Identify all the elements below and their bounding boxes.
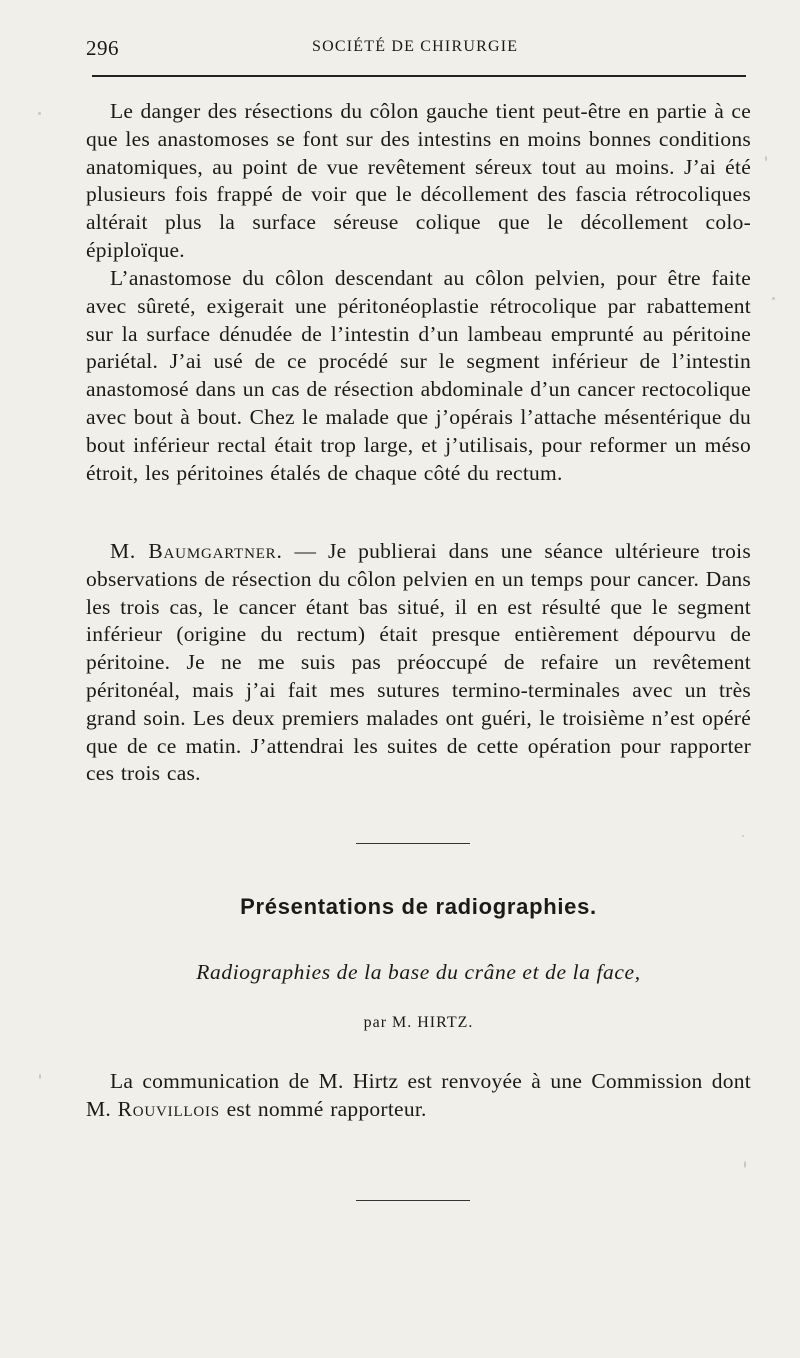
paper-speck xyxy=(38,112,41,115)
running-title: SOCIÉTÉ DE CHIRURGIE xyxy=(312,38,519,55)
paper-speck xyxy=(742,835,744,837)
paragraph-anastomosis: L’anastomose du côlon descendant au côlon pelvien, pour être faite avec sûreté, exigerait une péritonéoplastie rétrocolique par rabattement sur la surface dénudée de l’intestin d’un lambeau emprunté au péritoine pariétal. J’ai usé de ce procédé sur le segment inférieur de l’intestin anastomosé dans un cas de résection abdominale d’un cancer rectocolique avec bout à bout. Chez le malade que j’opérais l’attache mésentérique du bout inférieur rectal était trop large, et j’utilisais, pour reformer un méso étroit, les péritoines étalés de chaque côté du rectum. xyxy=(86,266,751,485)
commission-note-end: est nommé rapporteur. xyxy=(219,1096,427,1121)
paper-speck xyxy=(744,1161,746,1168)
author-byline: par M. HIRTZ. xyxy=(363,1014,474,1031)
baumgartner-statement: — Je publierai dans une séance ultérieure trois observations de résection du côlon pelvien en un temps pour cancer. Dans les trois cas, le cancer étant bas situé, il en est résulté que le segment inférieur (origine du rectum) était presque entièrement dépourvu de péritoine. Je ne me suis pas préoccupé de refaire un revêtement péritonéal, mais j’ai fait mes sutures termino-terminales avec un très grand soin. Les deux premiers malades ont guéri, le troisième n’est opéré que de ce matin. J’attendrai les suites de cette opération pour rapporter ces trois cas. xyxy=(86,539,751,786)
page-header xyxy=(86,36,750,60)
page-number: 296 xyxy=(86,36,119,60)
speaker-name: M. Baumgartner. xyxy=(110,539,283,563)
section-title: Présentations de radiographies. xyxy=(240,894,597,919)
commission-note-start: La communication de M. Hirtz est renvoyée à une Commission dont M. xyxy=(86,1069,751,1121)
paragraph-colon-resections: Le danger des résections du côlon gauche tient peut-être en partie à ce que les anastomoses se font sur des intestins en moins bonnes conditions anatomiques, au point de vue revêtement séreux tout au moins. J’ai été plusieurs fois frappé de voir que le décollement des fascia rétrocoliques altérait plus la surface séreuse colique que le décollement colo-épiploïque. xyxy=(86,99,751,262)
header-divider xyxy=(92,75,746,77)
paragraph-baumgartner xyxy=(86,538,751,788)
paper-speck xyxy=(39,1074,41,1079)
commission-note xyxy=(86,1068,751,1123)
paper-speck xyxy=(765,156,767,161)
end-divider xyxy=(356,1200,470,1201)
section-divider xyxy=(356,843,470,844)
paper-speck xyxy=(772,297,775,300)
article-subtitle: Radiographies de la base du crâne et de la face, xyxy=(196,960,641,984)
reporter-name: Rouvillois xyxy=(117,1096,220,1121)
